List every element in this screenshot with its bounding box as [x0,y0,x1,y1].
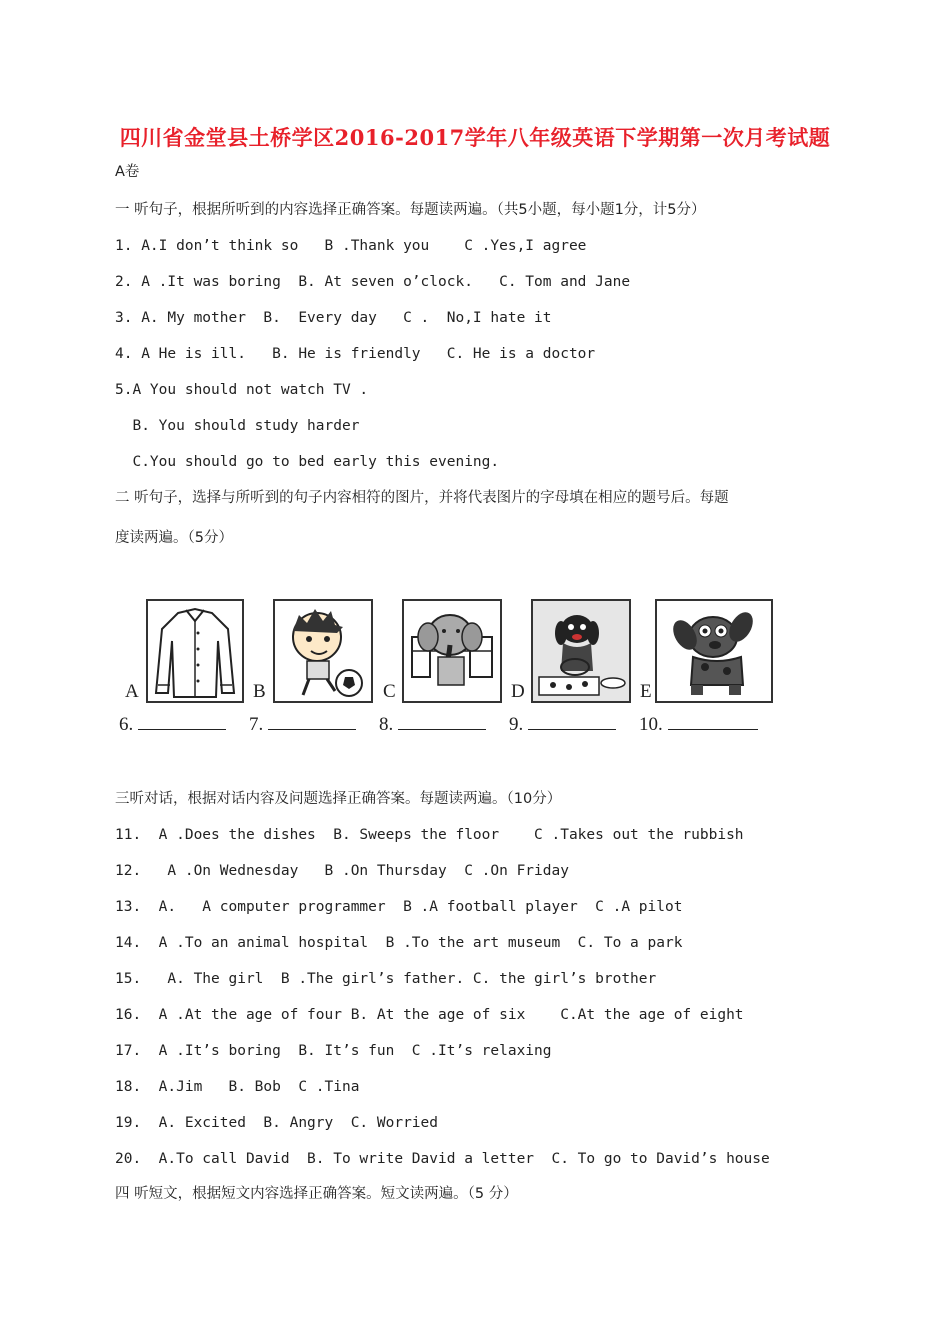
dog-picture [531,599,631,703]
page-title: 四川省金堂县土桥学区2016-2017学年八年级英语下学期第一次月考试题 [119,125,831,150]
blank-number: 6. [119,714,134,735]
toy-dog-picture [655,599,773,703]
question-item: 1. A.I don’t think so B .Thank you C .Yes,I agree [115,238,587,254]
question-item: 18. A.Jim B. Bob C .Tina [115,1079,360,1095]
picture-label-d: D [511,681,525,702]
question-item: 20. A.To call David B. To write David a letter C. To go to David’s house [115,1151,770,1167]
picture-label-b: B [253,681,266,702]
question-item: 13. A. A computer programmer B .A football player C .A pilot [115,899,683,915]
section2-instruction-cont: 度读两遍。（5分） [115,530,233,546]
shirt-icon [148,601,242,701]
boy-football-picture [273,599,373,703]
answer-line[interactable] [268,711,356,730]
blank-9 [509,711,616,736]
elephant-picture [402,599,502,703]
picture-label-c: C [383,681,396,702]
blank-7 [249,711,356,736]
question-item: 11. A .Does the dishes B. Sweeps the floor C .Takes out the rubbish [115,827,744,843]
boy-icon [275,601,371,701]
picture-row [113,599,777,737]
question-item: 15. A. The girl B .The girl’s father. C. the girl’s brother [115,971,657,987]
section3-instruction: 三听对话，根据对话内容及问题选择正确答案。每题读两遍。（10分） [115,791,562,807]
question-item: 17. A .It’s boring B. It’s fun C .It’s relaxing [115,1043,552,1059]
blank-number: 10. [639,714,663,735]
question-item: 3. A. My mother B. Every day C . No,I hate it [115,310,552,326]
picture-label-a: A [125,681,139,702]
blank-10 [639,711,758,736]
blank-number: 7. [249,714,264,735]
blank-8 [379,711,486,736]
blank-number: 8. [379,714,394,735]
question-item: 12. A .On Wednesday B .On Thursday C .On Friday [115,863,569,879]
question-item: 14. A .To an animal hospital B .To the art museum C. To a park [115,935,683,951]
question-item: 5.A You should not watch TV . [115,382,369,398]
question-item: 19. A. Excited B. Angry C. Worried [115,1115,439,1131]
picture-label-e: E [640,681,652,702]
volume-label: A卷 [115,164,140,180]
blank-6 [119,711,226,736]
dog-icon [533,601,629,701]
answer-line[interactable] [668,711,758,730]
answer-line[interactable] [398,711,486,730]
section2-instruction: 二 听句子，选择与所听到的句子内容相符的图片，并将代表图片的字母填在相应的题号后。每题 [115,490,729,506]
question-item: 4. A He is ill. B. He is friendly C. He is a doctor [115,346,596,362]
toy-dog-icon [657,601,771,701]
elephant-icon [404,601,500,701]
question-item: B. You should study harder [115,418,360,434]
answer-line[interactable] [528,711,616,730]
section1-instruction: 一 听句子，根据所听到的内容选择正确答案。每题读两遍。（共5小题，每小题1分，计5分） [115,202,706,218]
blank-number: 9. [509,714,524,735]
question-item: 16. A .At the age of four B. At the age of six C.At the age of eight [115,1007,744,1023]
shirt-picture [146,599,244,703]
answer-line[interactable] [138,711,226,730]
question-item: 2. A .It was boring B. At seven o’clock. C. Tom and Jane [115,274,631,290]
question-item: C.You should go to bed early this evening. [115,454,500,470]
section4-instruction: 四 听短文，根据短文内容选择正确答案。短文读两遍。（5 分） [115,1186,518,1202]
